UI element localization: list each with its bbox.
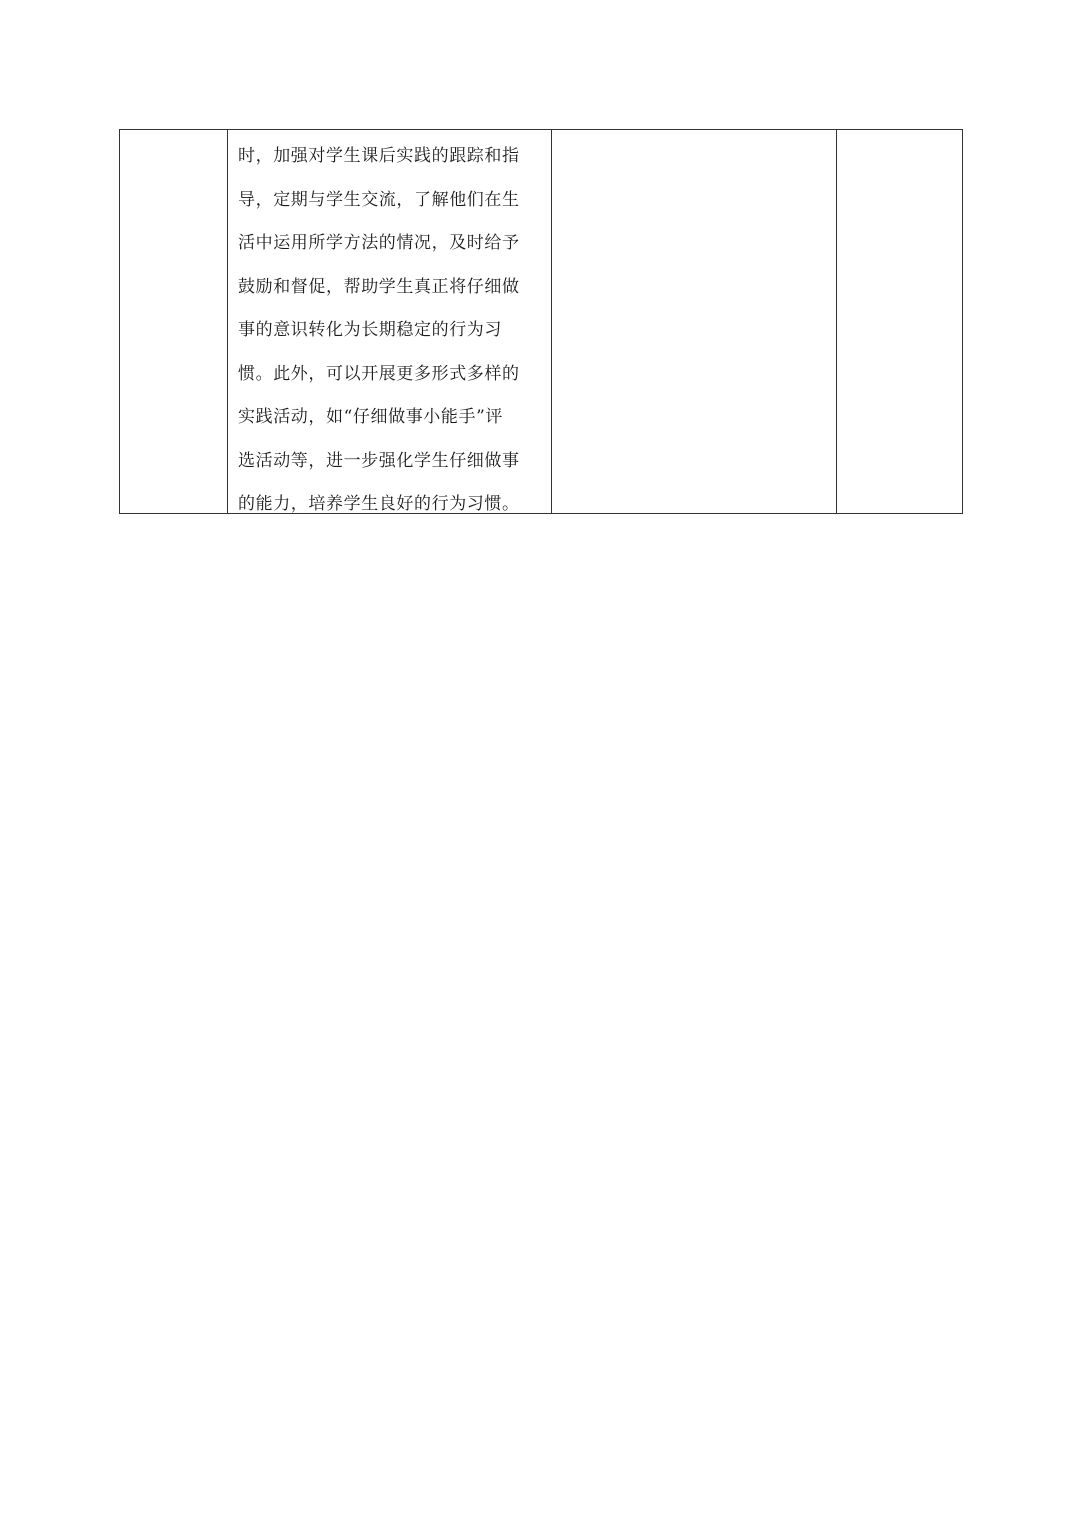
text-line: 的能力，培养学生良好的行为习惯。: [238, 494, 520, 513]
cell-paragraph: [228, 130, 551, 513]
table-cell-empty-3: [552, 130, 837, 514]
table-cell-text: [228, 130, 552, 514]
table-row: [120, 130, 963, 514]
text-line: 活中运用所学方法的情况，及时给予: [238, 233, 520, 253]
text-line: 时，加强对学生课后实践的跟踪和指: [238, 146, 520, 166]
text-line: 选活动等，进一步强化学生仔细做事: [238, 450, 520, 471]
text-line: 导，定期与学生交流，了解他们在生: [238, 189, 520, 210]
table-cell-empty-1: [120, 130, 228, 514]
table-cell-empty-4: [837, 130, 963, 514]
text-line: 鼓励和督促，帮助学生真正将仔细做: [238, 276, 520, 297]
text-line: 实践活动，如“仔细做事小能手”评: [238, 407, 503, 427]
text-line: 事的意识转化为长期稳定的行为习: [238, 320, 502, 340]
text-line: 惯。此外，可以开展更多形式多样的: [238, 363, 520, 384]
document-table: [119, 129, 963, 514]
